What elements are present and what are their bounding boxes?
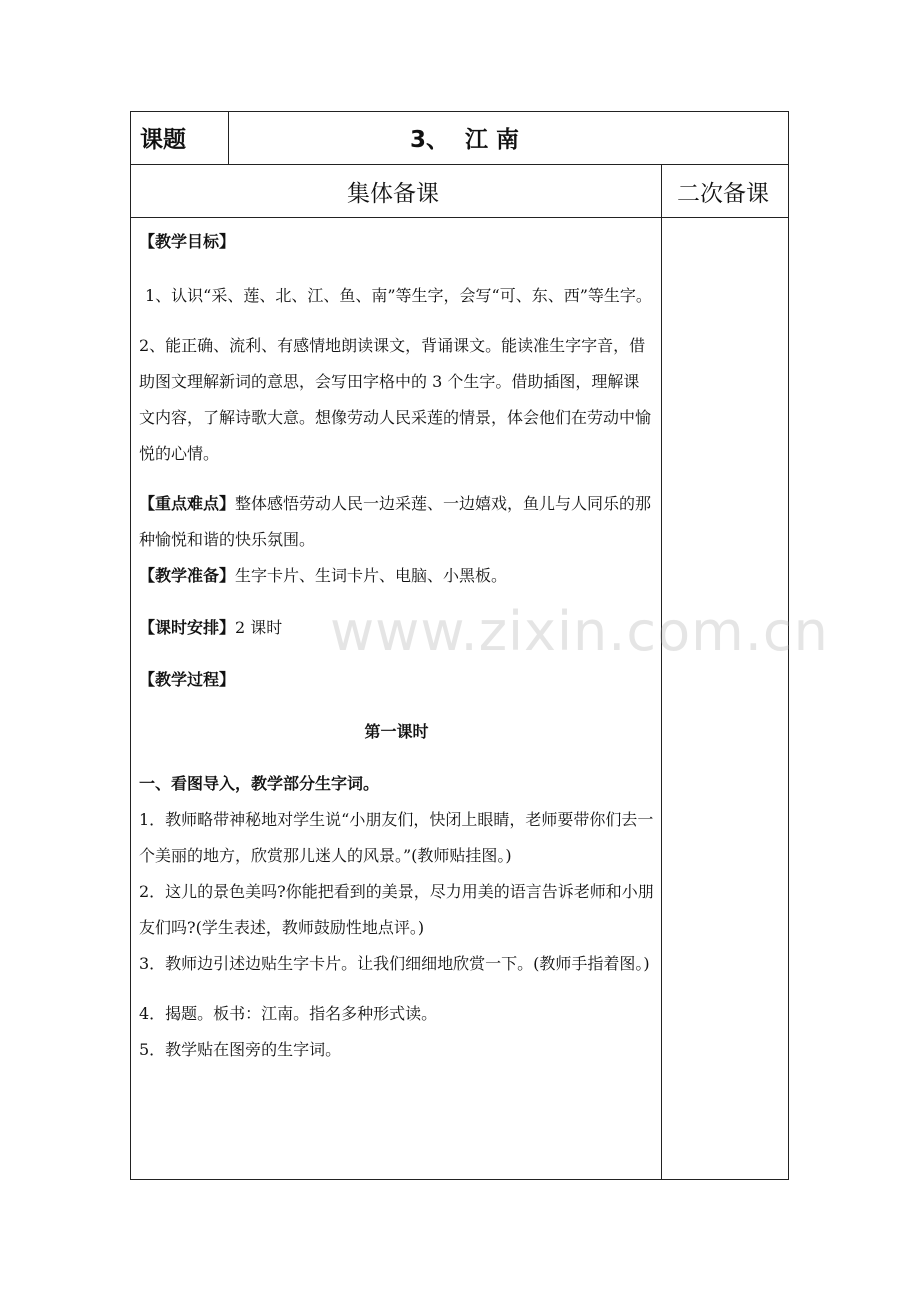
goal-2: 2、能正确、流利、有感情地朗读课文，背诵课文。能读准生字字音，借助图文理解新词的意思，会写田字格中的 3 个生字。借助插图，理解课文内容，了解诗歌大意。想像劳动人民采莲的情景，体会他们在劳动中愉悦的心情。 [139,336,652,463]
preparation [139,558,654,594]
step-5: 5．教学贴在图旁的生字词。 [139,1040,342,1059]
divider-second-prep [661,164,662,1180]
key-text: 整体感悟劳动人民一边采莲、一边嬉戏，鱼儿与人同乐的那种愉悦和谐的快乐氛围。 [139,494,652,549]
divider-topic [228,111,229,164]
first-lesson-title: 第一课时 [364,722,429,741]
schedule-text: 2 课时 [235,618,283,637]
label-topic: 课题 [140,127,186,153]
step-3: 3．教师边引述边贴生字卡片。让我们细细地欣赏一下。(教师手指着图。) [139,954,650,973]
key-points [139,486,654,558]
process-heading: 【教学过程】 [139,670,236,689]
watermark: www.zixin.com.cn [330,600,829,663]
section-1: 一、看图导入，教学部分生字词。 [139,774,380,793]
prep-text: 生字卡片、生词卡片、电脑、小黑板。 [235,566,508,585]
prep-label: 【教学准备】 [139,566,236,585]
key-label: 【重点难点】 [139,494,236,513]
label-group-prep: 集体备课 [347,181,439,207]
divider-row-1 [130,164,789,165]
lesson-title: 3、 江 南 [410,127,520,153]
goal-1: 1、认识“采、莲、北、江、鱼、南”等生字，会写“可、东、西”等生字。 [145,286,652,305]
label-second-prep: 二次备课 [677,181,769,207]
step-1: 1．教师略带神秘地对学生说“小朋友们，快闭上眼睛，老师要带你们去一个美丽的地方，欣赏那儿迷人的风景。”(教师贴挂图。) [139,810,654,865]
step-2: 2．这儿的景色美吗?你能把看到的美景，尽力用美的语言告诉老师和小朋友们吗?(学生表述，教师鼓励性地点评。) [139,882,654,937]
step-4: 4．揭题。板书：江南。指名多种形式读。 [139,1004,438,1023]
goals-heading: 【教学目标】 [139,232,236,251]
schedule-label: 【课时安排】 [139,618,236,637]
